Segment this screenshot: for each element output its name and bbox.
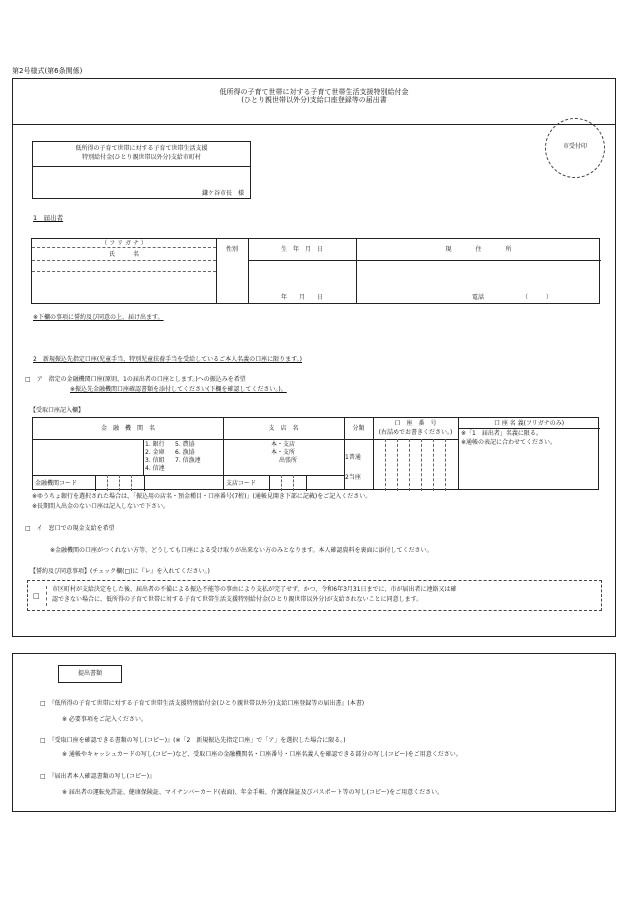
col-branch: 支 店 名: [268, 425, 299, 432]
bank-type-2: 2. 金庫: [145, 449, 165, 456]
pledge-box: [27, 580, 602, 611]
doc-item-1: □ 『低所得の子育て世帯に対する子育て世帯生活支援特別給付金(ひとり親世帯以外分)支給口座登録等の届出書』(本書): [40, 700, 365, 707]
account-table: [32, 417, 599, 490]
form-title: [12, 88, 616, 105]
col-bank: 金 融 機 関 名: [100, 425, 155, 432]
col-type: 分類: [352, 425, 365, 432]
pledge-checkbox[interactable]: □: [33, 592, 40, 600]
option-a-note: ※振込先金融機関口座確認書類を添付してください(下欄を確認してください。)。: [70, 386, 287, 393]
bank-type-3: 3. 信組: [145, 457, 165, 464]
col-holder: 口 座 名 義(フリガナのみ): [493, 420, 565, 427]
birthdate-ymd: 年 月 日: [280, 294, 323, 301]
bank-type-7: 7. 信漁連: [175, 457, 201, 464]
birthdate-label: 生 年 月 日: [280, 246, 323, 253]
pledge-heading: 【誓約及び同意事項】(チェック欄(□)に『レ』を入れてください。): [30, 568, 210, 575]
pledge-line-1: 市区町村が支給決定をした後、届出者の不備による振込不能等の事由により支払が完了せず、かつ、令和6年3月31日までに、市が届出者に連絡又は確: [52, 586, 457, 593]
doc-item-2-note: ※ 通帳やキャッシュカードの写し(コピー)など、受取口座の金融機関名・口座番号・口座名義人を確認できる部分の写し(コピー)をご用意ください。: [62, 751, 462, 758]
col-number: 口 座 番 号: [394, 420, 437, 427]
address-label: 現 住 所: [445, 246, 512, 253]
name-label: 氏 名: [108, 251, 139, 258]
doc-item-2: □ 『受取口座を確認できる書類の写し(コピー)』(※「2 新規振込先指定口座」で「ア」を選択した場合に限る。): [40, 737, 346, 744]
phone-paren: （ ）: [522, 294, 553, 301]
account-type-2: 2当座: [345, 474, 361, 481]
holder-note-1: ※「1 届出者」名義に限る。: [461, 430, 542, 437]
furigana-label: （ フ リ ガ ナ ）: [101, 240, 147, 247]
doc-item-3: □ 『届出者本人確認書類の写し(コピー)』: [40, 773, 156, 780]
bank-type-4: 4. 信連: [145, 465, 165, 472]
applicant-table: [31, 238, 600, 304]
option-a[interactable]: □ ア 指定の金融機関口座(原則、1の届出者の口座とします。)への振込みを希望: [25, 376, 246, 383]
section2-title: 2 新規振込先指定口座(児童手当、特別児童扶養手当を受給しているご本人名義の口座に限ります。): [33, 356, 303, 363]
branch-code-label: 支店コード: [226, 480, 257, 487]
col-number-sub: (右詰めでお書きください。): [378, 429, 453, 436]
gender-label: 性別: [225, 246, 238, 253]
account-type-1: 1普通: [345, 454, 361, 461]
branch-type-3: 出張所: [279, 457, 298, 464]
receipt-stamp-label: 市受付印: [562, 143, 587, 150]
option-b[interactable]: □ イ 窓口での現金支給を希望: [25, 525, 115, 532]
yucho-note-1: ※ゆうちょ銀行を選択された場合は、「振込用の店名・預金種目・口座番号(7桁)」(通帳見開き下部に記載)をご記入ください。: [32, 493, 372, 500]
holder-note-2: ※通帳の表記に合わせてください。: [461, 439, 557, 446]
title-line-2: (ひとり親世帯以外分)支給口座登録等の届出書: [241, 96, 387, 105]
doc-item-3-note: ※ 届出者の運転免許証、健康保険証、マイナンバーカード(表面)、年金手帳、介護保険証及びパスポート等の写し(コピー)をご用意ください。: [62, 789, 444, 796]
documents-heading: 提出書類: [58, 665, 122, 683]
section1-title: 1 届出者: [33, 214, 64, 222]
addressee-line-1: 低所得の子育て世帯に対する子育て世帯生活支援: [75, 145, 208, 152]
pledge-line-2: 認できない場合に、低所得の子育て世帯に対する子育て世帯生活支援特別給付金(ひとり親世帯以外分)が支給されないことに同意します。: [52, 596, 423, 603]
bank-type-6: 6. 漁協: [175, 449, 195, 456]
bank-type-1: 1. 銀行: [145, 441, 165, 448]
pledge-note: ※下欄の事項に誓約及び同意の上、届け出ます。: [33, 314, 164, 321]
title-line-1: 低所得の子育て世帯に対する子育て世帯生活支援特別給付金: [219, 88, 409, 96]
phone-label: 電話: [472, 294, 485, 301]
title-divider: [12, 124, 616, 125]
branch-type-2: 本・支所: [271, 449, 296, 456]
bank-type-5: 5. 農協: [175, 441, 195, 448]
addressee-line-2: 特別給付金(ひとり親世帯以外分)支給市町村: [82, 154, 201, 161]
form-number: 第2号様式(第6条関係): [12, 67, 83, 75]
branch-type-1: 本・支店: [271, 441, 296, 448]
addressee-mayor: 鎌ケ谷市長 様: [201, 190, 244, 197]
account-heading: 【受取口座記入欄】: [30, 407, 85, 414]
yucho-note-2: ※長期間入出金のない口座は記入しないで下さい。: [32, 503, 170, 510]
bank-code-label: 金融機関コード: [35, 480, 78, 487]
option-b-note: ※金融機関の口座がつくれない方等、どうしても口座による受け取りが出来ない方のみとなります。本人確認資料を裏面に添付してください。: [50, 547, 433, 554]
addressee-box: [32, 141, 251, 199]
doc-item-1-note: ※ 必要事項をご記入ください。: [62, 716, 147, 723]
